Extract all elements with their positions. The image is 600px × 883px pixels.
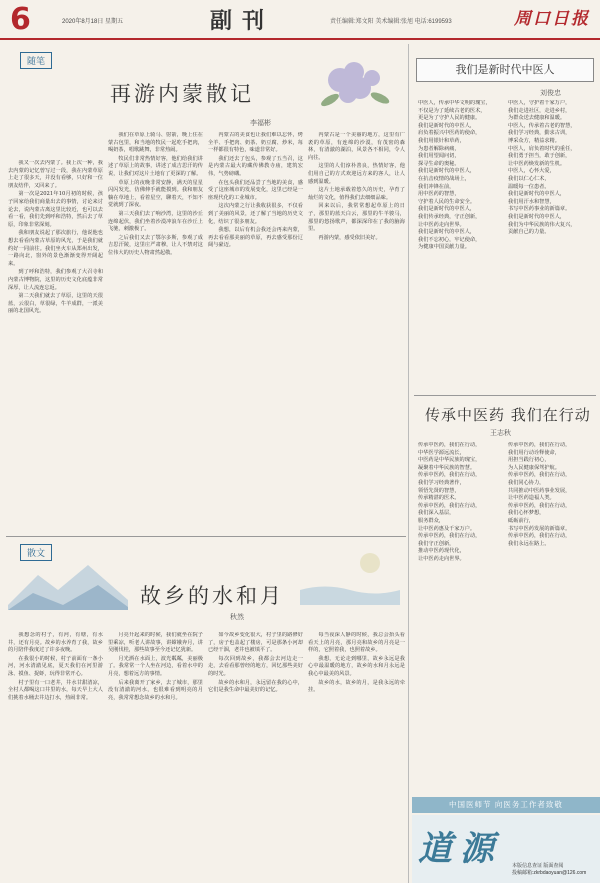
moon-water-illustration [300,545,400,605]
article2-author: 秋然 [230,613,244,621]
poem2-column-2: 传承中医药，我们在行动， 我们用行动诠释使命， 用担当践行初心， 为人民健康保驾护航。 传承中医药，我们在行动， 我们同心协力， 共同推动中医药事业发展， 让中医药造福人类。 传承中医药，我们在行动， 我们心怀梦想， 砥砺前行， 书写中医药发展的新篇章。 传承中医药，我们在行动， 我们永远在路上。 [508,442,571,547]
article1-tag: 随笔 [20,52,52,69]
poem1-column-1: 中医人，传承中华文明的瑰宝， 不仅是为了延续古老的医术， 更是为了守护人民的健康。 我们是新时代的中医人， 肩负着振兴中医药的使命， 我们用银针和草药， 为患者解除病痛， 我们用望闻问切， 探寻生命的奥秘。 我们是新时代的中医人， 在抗击疫情的战场上， 我们冲锋在前， 用中医药的智慧， 守护着人民的生命安全。 我们是新时代的中医人， 我们传承经典，守正创新， 让中医药走向世界。 我们是新时代的中医人， 我们不忘初心，牢记使命， 为健康中国贡献力量。 [418,100,491,251]
article2-column-3: 如今故乡变化很大，村子里的路修好了，房子也盖起了楼房，可是那条小河却已经干涸，老井也被填平了。 每次回到故乡，我都会去河边走一走，去看看那曾经的地方，回忆那些美好的时光。 故乡的水和月，永远留在我的心中，它们是我生命中最美好的记忆。 [208,632,303,694]
article2-tag: 散文 [20,544,52,561]
article2-title: 故乡的水和月 [140,584,284,608]
poem1-title: 我们是新时代中医人 [416,58,594,82]
mountain-illustration [8,555,128,610]
section-divider [6,536,406,537]
article1-author: 李福彬 [250,119,271,127]
doctors-day-banner: 中国医师节 向医务工作者致敬 [412,797,600,813]
section-title: 副刊 [210,8,275,34]
masthead-logo: 周口日报 [514,9,590,29]
editor-credits: 责任编辑:郑文阳 美术编辑:张旭 电话:6199593 [330,19,452,25]
page-header [0,0,600,40]
poem1-column-2: 中医人，守护着千家万户， 我们走进社区，走进乡村， 为群众送去健康和温暖。 中医人，传承着古老的智慧， 我们学习经典，勤求古训， 博采众方，精益求精。 中医人，肩负着时代的重任， 我们勇于担当，敢于创新， 让中医药焕发新的生机。 中医人，心怀大爱， 我们以仁心仁术， 温暖每一位患者。 我们是新时代的中医人， 我们用汗水和智慧， 书写中医药事业的新篇章。 我们是新时代的中医人， 我们为中华民族的伟大复兴， 贡献自己的力量。 [508,100,576,236]
poem2-author: 王志秋 [490,429,511,437]
poem2-column-1: 传承中医药，我们在行动， 中华医学源远流长， 中医药是中华民族的瑰宝， 凝聚着中华民族的智慧。 传承中医药，我们在行动， 我们学习经典著作， 领悟先贤的智慧， 传承精湛的医术。 传承中医药，我们在行动， 我们深入基层， 服务群众， 让中医药惠及千家万户。 传承中医药，我们在行动， 我们守正创新， 推动中医药现代化， 让中医药走向世界。 [418,442,481,562]
article2-column-4: 每当夜深人静的时候，我总会抬头看看天上的月亮，那月亮和故乡的月亮是一样的，它照着我，也照着故乡。 我想，无论走到哪里，故乡永远是我心中最温暖的地方，故乡的水和月永远是我心中最美的风景。 故乡的水，故乡的月，是我永远的牵挂。 [308,632,405,694]
article1-column-2: 我们在草原上骑马、射箭，晚上住在蒙古包里，和当地的牧民一起吃手把肉，喝奶茶，唱歌跳舞，非常热闹。 牧民们非常热情好客，他们给我们讲述了草原上的故事，讲述了成吉思汗的传说，让我们对这片土地有了更深的了解。 草原上的夜晚非常安静，满天的星星闪闪发光，仿佛伸手就能摸到。我和朋友躺在草地上，看着星空，聊着天，不知不觉就到了深夜。 第三天我们去了响沙湾，这里的沙丘连绵起伏，我们坐着沙漠冲浪车在沙丘上飞驰，刺激极了。 之后我们又去了鄂尔多斯，参观了成吉思汗陵，这里庄严肃穆，让人不禁对这位伟大的历史人物肃然起敬。 [108,132,203,256]
contact-info: 本版信息查证 版面查阅 投稿邮箱:zkrbdaoyuan@126.com [512,863,587,876]
poem2-title: 传承中医药 我们在行动 [425,406,591,424]
poem1-author: 刘俊忠 [540,89,561,97]
poem-divider [414,395,596,396]
article2-column-1: 我想念的村子，有河，有塘，有水井，还有月亮。故乡的水养育了我，故乡的月陪伴我度过了许多夜晚。 在我很小的时候，村子前面有一条小河，河水清澈见底，夏天我们在河里游泳、摸鱼、捉虾，玩得非常开心。 村子里有一口老井，井水甘甜清凉，全村人都喝这口井里的水，每天早上大人们挑着水桶去井边打水，热闹非常。 [8,632,103,701]
publish-date: 2020年8月18日 星期五 [62,19,124,25]
daoyuan-logo: 道源 [418,829,502,869]
flower-illustration [310,50,400,120]
column-logo-box [412,815,600,883]
article1-column-4: 内蒙古是一个美丽的地方，这里有广袤的草原，有连绵的沙漠，有茂密的森林，有清澈的湖泊，风景各不相同，令人向往。 这里的人们淳朴善良，热情好客，他们用自己的方式欢迎远方来的客人，让人感到温暖。 这片土地承载着悠久的历史，孕育了灿烂的文化，值得我们去细细品味。 回来以后，我常常想起草原上的日子，那里的蓝天白云，那里的牛羊骏马，那里的悠扬歌声，都深深印在了我的脑海里。 再游内蒙，感受依旧美好。 [308,132,405,241]
article1-title: 再游内蒙散记 [110,82,254,106]
article1-column-1: 我又一次去内蒙了。我上次一种，我去内蒙的记忆曾写过一段，我在内蒙草原上走了很多天，并没有看够，只好和一位朋友结伴，又回来了。 第一次是2021年10月初的时候，孩子回家给我们商量出去的事情，讨论来讨论去，说内蒙古离这里比较近，也可以去看一看，我们先到呼和浩特，然后去了草原，印象非常深刻。 我和朋友说起了那次旅行，他说他也想去看看内蒙古草原的风光，于是我们就约好一同前往。我们坐火车从郑州出发，一路向北，窗外的景色渐渐变得开阔起来。 到了呼和浩特，我们参观了大召寺和内蒙古博物院，这里的历史文化底蕴非常深厚，让人流连忘返。 第二天我们就去了草原，这里的天很蓝，云很白，草很绿，牛羊成群，一派美丽的北国风光。 [8,160,103,315]
article1-column-3: 内蒙古的美食也让我们难以忘怀，烤全羊、手把肉、奶茶、奶豆腐、炒米，每一样都很有特色，味道非常好。 我们还去了包头，参观了五当召，这是内蒙古最大的藏传佛教寺庙，建筑宏伟，气势磅礴。 在包头我们还品尝了当地的美食，感受了这座城市的发展变化，这里已经是一座现代化的工业城市。 这次内蒙之行让我收获很多，不仅看到了美丽的风景，还了解了当地的历史文化，结识了很多朋友。 我想，以后有机会我还会再来内蒙，再去看看那美丽的草原，再去感受那份辽阔与豪迈。 [208,132,303,249]
page-number: 6 [10,2,31,37]
column-divider [408,44,409,883]
article2-column-2: 月亮升起来的时候，我们就坐在院子里乘凉，听老人讲故事，讲嫦娥奔月，讲吴刚伐桂，那些故事至今还记忆犹新。 月光洒在水面上，波光粼粼，美丽极了。我常常一个人坐在河边，看着水中的月亮，想着远方的事情。 后来我离开了家乡，去了城市，那里没有清澈的河水，也很难看到明亮的月亮，我常常想念故乡的水和月。 [108,632,203,701]
